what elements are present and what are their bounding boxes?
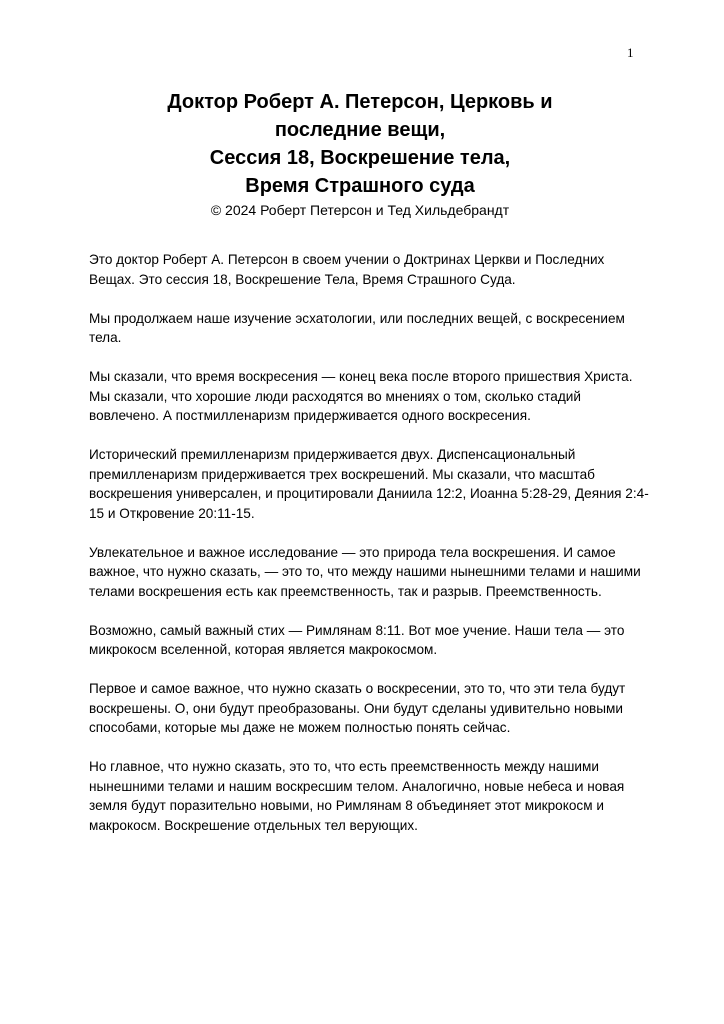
title-line: Время Страшного суда xyxy=(245,175,475,197)
paragraph: Исторический премилленаризм придерживается двух. Диспенсациональный премилленаризм придерживается трех воскрешений. Мы сказали, что масштаб воскрешения универсален, и процитировали Даниила 12:2, Иоанна 5:28-29, Деяния 2:4-15 и Откровение 20:11-15. xyxy=(89,447,649,521)
title-line: Доктор Роберт А. Петерсон, Церковь и xyxy=(167,91,553,113)
copyright-line: © 2024 Роберт Петерсон и Тед Хильдебрандт xyxy=(210,202,510,218)
paragraph: Возможно, самый важный стих — Римлянам 8:11. Вот мое учение. Наши тела — это микрокосм вселенной, которая является макрокосмом. xyxy=(89,622,625,657)
paragraph: Первое и самое важное, что нужно сказать о воскресении, это то, что эти тела будут воскрешены. О, они будут преобразованы. Они будут сделаны удивительно новыми способами, которые мы даже не можем полностью понять сейчас. xyxy=(89,681,626,735)
page-number: 1 xyxy=(627,45,634,60)
paragraph: Мы сказали, что время воскресения — конец века после второго пришествия Христа. Мы сказали, что хорошие люди расходятся во мнениях о том, сколько стадий вовлечено. А постмилленаризм придерживается одного воскресения. xyxy=(89,369,633,423)
paragraph: Это доктор Роберт А. Петерсон в своем учении о Доктринах Церкви и Последних Вещах. Это сессия 18, Воскрешение Тела, Время Страшного Суда. xyxy=(89,252,605,287)
body-text xyxy=(89,250,649,855)
title-line: последние вещи, xyxy=(274,119,446,141)
paragraph: Но главное, что нужно сказать, это то, что есть преемственность между нашими нынешними телами и нашим воскресшим телом. Аналогично, новые небеса и новая земля будут поразительно новыми, но Римлянам 8 объединяет этот микрокосм и макрокосм. Воскрешение отдельных тел верующих. xyxy=(89,759,625,833)
title-line: Сессия 18, Воскрешение тела, xyxy=(209,147,511,169)
paragraph: Увлекательное и важное исследование — это природа тела воскрешения. И самое важное, что нужно сказать, — это то, что между нашими нынешними телами и нашими телами воскрешения есть как преемственность, так и разрыв. Преемственность. xyxy=(89,544,641,599)
title-block xyxy=(60,88,660,220)
paragraph: Мы продолжаем наше изучение эсхатологии, или последних вещей, с воскресением тела. xyxy=(89,310,625,345)
